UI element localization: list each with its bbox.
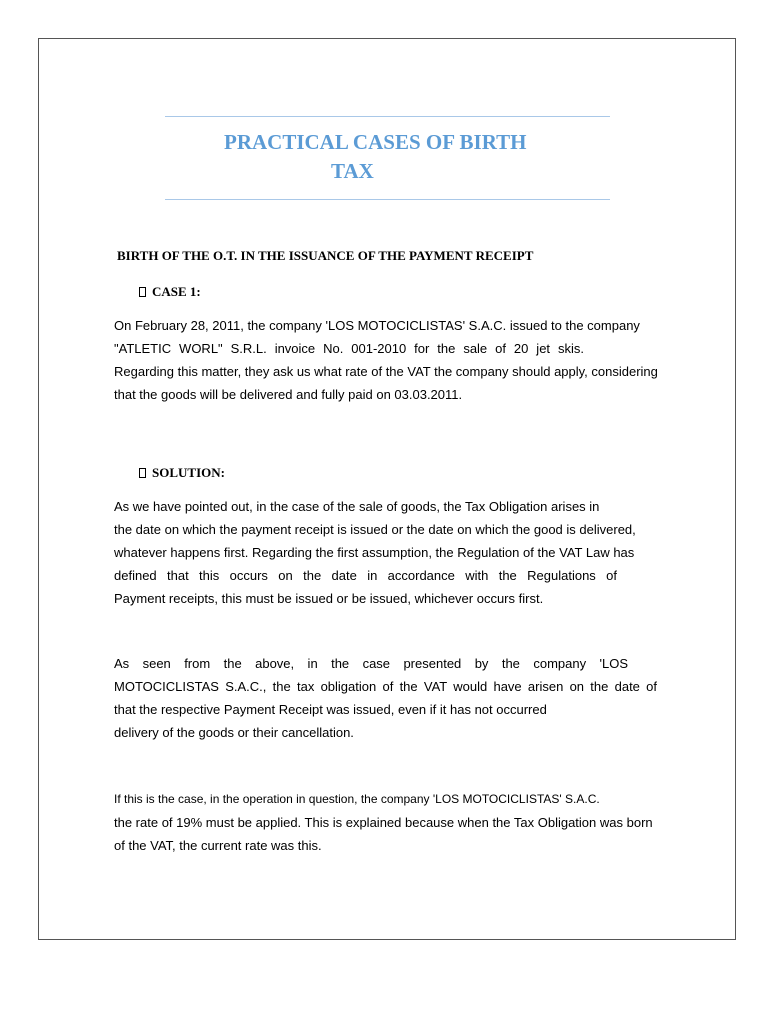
section-heading: BIRTH OF THE O.T. IN THE ISSUANCE OF THE PAYMENT RECEIPT: [117, 248, 534, 263]
title-top-rule: [165, 116, 610, 117]
case-line: On February 28, 2011, the company 'LOS MOTOCICLISTAS' S.A.C. issued to the company: [114, 318, 640, 333]
solution-line: of the VAT, the current rate was this.: [114, 838, 322, 853]
solution-line: As we have pointed out, in the case of the sale of goods, the Tax Obligation arises in: [114, 499, 600, 514]
solution-heading: [139, 465, 225, 481]
solution-line: If this is the case, in the operation in question, the company 'LOS MOTOCICLISTAS' S.A.C.: [114, 792, 600, 806]
box-bullet-icon: [139, 287, 146, 297]
solution-line: the date on which the payment receipt is issued or the date on which the good is delivered,: [114, 522, 636, 537]
solution-line: the rate of 19% must be applied. This is explained because when the Tax Obligation was born: [114, 815, 653, 830]
page-title-line1: PRACTICAL CASES OF BIRTH: [224, 130, 527, 154]
box-bullet-icon: [139, 468, 146, 478]
solution-line: whatever happens first. Regarding the first assumption, the Regulation of the VAT Law has: [114, 545, 635, 560]
case-paragraph: [114, 314, 675, 406]
title-bottom-rule: [165, 199, 610, 200]
solution-paragraph-2: [114, 652, 675, 744]
solution-line: defined that this occurs on the date in accordance with the Regulations of: [114, 568, 617, 583]
case-heading: [139, 284, 201, 300]
solution-line: MOTOCICLISTAS S.A.C., the tax obligation of the VAT would have arisen on the date of: [114, 679, 657, 694]
solution-line: that the respective Payment Receipt was issued, even if it has not occurred: [114, 702, 547, 717]
page-title-line2: TAX: [331, 159, 374, 183]
solution-line: delivery of the goods or their cancellation.: [114, 725, 354, 740]
solution-line: Payment receipts, this must be issued or be issued, whichever occurs first.: [114, 591, 544, 606]
case-heading-label: CASE 1:: [152, 284, 201, 299]
solution-paragraph-3: [114, 788, 675, 857]
case-line: Regarding this matter, they ask us what rate of the VAT the company should apply, considering: [114, 364, 658, 379]
solution-line: As seen from the above, in the case presented by the company 'LOS: [114, 656, 628, 671]
solution-paragraph-1: [114, 495, 675, 610]
case-line: that the goods will be delivered and fully paid on 03.03.2011.: [114, 387, 463, 402]
case-line: "ATLETIC WORL" S.R.L. invoice No. 001-2010 for the sale of 20 jet skis.: [114, 341, 584, 356]
solution-heading-label: SOLUTION:: [152, 465, 225, 480]
